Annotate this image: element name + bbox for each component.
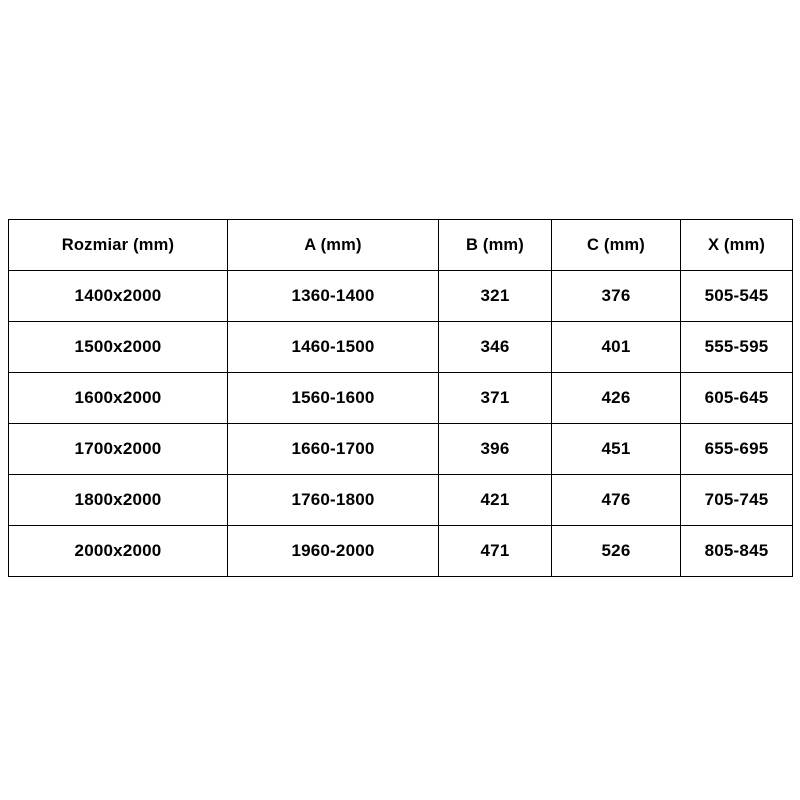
cell-c: 401 bbox=[552, 322, 681, 373]
table-row bbox=[9, 526, 793, 577]
cell-a: 1360-1400 bbox=[228, 271, 439, 322]
cell-c: 376 bbox=[552, 271, 681, 322]
table-row bbox=[9, 322, 793, 373]
cell-x: 555-595 bbox=[681, 322, 793, 373]
cell-rozmiar: 1600x2000 bbox=[9, 373, 228, 424]
column-header-c: C (mm) bbox=[552, 220, 681, 271]
cell-rozmiar: 1400x2000 bbox=[9, 271, 228, 322]
cell-b: 471 bbox=[439, 526, 552, 577]
cell-c: 526 bbox=[552, 526, 681, 577]
cell-a: 1960-2000 bbox=[228, 526, 439, 577]
column-header-b: B (mm) bbox=[439, 220, 552, 271]
cell-rozmiar: 1800x2000 bbox=[9, 475, 228, 526]
cell-a: 1560-1600 bbox=[228, 373, 439, 424]
cell-b: 321 bbox=[439, 271, 552, 322]
cell-a: 1660-1700 bbox=[228, 424, 439, 475]
cell-b: 421 bbox=[439, 475, 552, 526]
dimensions-table bbox=[8, 219, 793, 577]
cell-x: 605-645 bbox=[681, 373, 793, 424]
table-row bbox=[9, 475, 793, 526]
table-header-row bbox=[9, 220, 793, 271]
cell-a: 1760-1800 bbox=[228, 475, 439, 526]
column-header-x: X (mm) bbox=[681, 220, 793, 271]
cell-a: 1460-1500 bbox=[228, 322, 439, 373]
column-header-rozmiar: Rozmiar (mm) bbox=[9, 220, 228, 271]
cell-rozmiar: 1500x2000 bbox=[9, 322, 228, 373]
cell-rozmiar: 2000x2000 bbox=[9, 526, 228, 577]
cell-x: 805-845 bbox=[681, 526, 793, 577]
cell-b: 346 bbox=[439, 322, 552, 373]
cell-x: 655-695 bbox=[681, 424, 793, 475]
cell-x: 705-745 bbox=[681, 475, 793, 526]
cell-b: 396 bbox=[439, 424, 552, 475]
cell-c: 426 bbox=[552, 373, 681, 424]
column-header-a: A (mm) bbox=[228, 220, 439, 271]
table-row bbox=[9, 271, 793, 322]
cell-b: 371 bbox=[439, 373, 552, 424]
cell-rozmiar: 1700x2000 bbox=[9, 424, 228, 475]
cell-c: 451 bbox=[552, 424, 681, 475]
spec-table-container bbox=[8, 219, 792, 577]
table-row bbox=[9, 373, 793, 424]
table-row bbox=[9, 424, 793, 475]
cell-c: 476 bbox=[552, 475, 681, 526]
cell-x: 505-545 bbox=[681, 271, 793, 322]
